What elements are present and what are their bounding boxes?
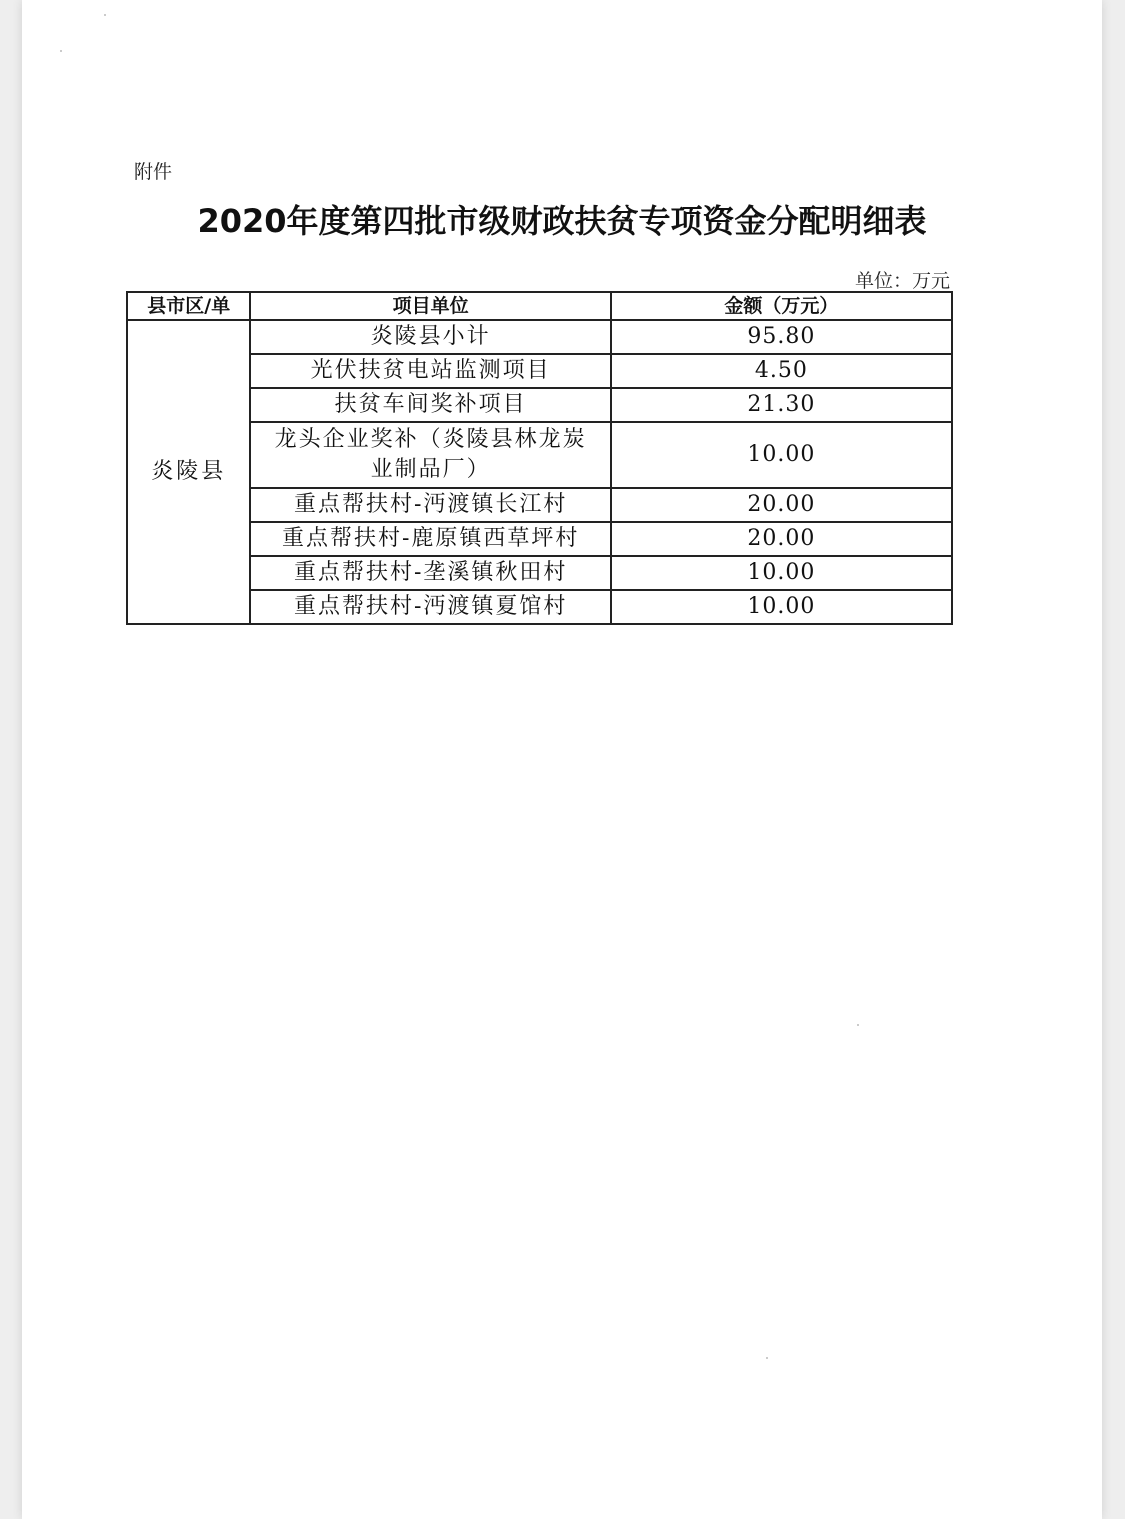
table-row xyxy=(127,388,952,422)
allocation-table xyxy=(126,291,953,625)
project-cell: 重点帮扶村-鹿原镇西草坪村 xyxy=(250,522,610,556)
table-row xyxy=(127,320,952,354)
amount-cell: 10.00 xyxy=(611,422,952,488)
scan-speck xyxy=(104,14,106,16)
project-cell-line: 业制品厂） xyxy=(370,457,491,482)
attachment-label: 附件 xyxy=(134,161,173,183)
header-amount: 金额（万元） xyxy=(611,292,952,320)
project-cell: 光伏扶贫电站监测项目 xyxy=(250,354,610,388)
project-cell: 炎陵县小计 xyxy=(250,320,610,354)
project-cell: 重点帮扶村-沔渡镇长江村 xyxy=(250,488,610,522)
county-cell: 炎陵县 xyxy=(127,320,250,624)
amount-cell: 95.80 xyxy=(611,320,952,354)
header-project: 项目单位 xyxy=(250,292,610,320)
table-row xyxy=(127,590,952,624)
table-row xyxy=(127,422,952,488)
amount-cell: 20.00 xyxy=(611,488,952,522)
table-row xyxy=(127,522,952,556)
table-header-row xyxy=(127,292,952,320)
scan-speck xyxy=(60,50,62,52)
table-row xyxy=(127,488,952,522)
unit-note: 单位：万元 xyxy=(854,270,950,292)
header-county: 县市区/单 xyxy=(127,292,250,320)
amount-cell: 10.00 xyxy=(611,590,952,624)
amount-cell: 4.50 xyxy=(611,354,952,388)
amount-cell: 10.00 xyxy=(611,556,952,590)
project-cell: 重点帮扶村-垄溪镇秋田村 xyxy=(250,556,610,590)
table-row xyxy=(127,556,952,590)
scan-speck xyxy=(766,1357,768,1359)
project-cell: 重点帮扶村-沔渡镇夏馆村 xyxy=(250,590,610,624)
project-cell xyxy=(250,422,610,488)
amount-cell: 21.30 xyxy=(611,388,952,422)
project-cell: 扶贫车间奖补项目 xyxy=(250,388,610,422)
project-cell-line: 龙头企业奖补（炎陵县林龙炭 xyxy=(274,427,587,452)
document-title: 2020年度第四批市级财政扶贫专项资金分配明细表 xyxy=(197,202,927,240)
table-row xyxy=(127,354,952,388)
document-page xyxy=(22,0,1102,1519)
scan-speck xyxy=(857,1024,859,1026)
amount-cell: 20.00 xyxy=(611,522,952,556)
